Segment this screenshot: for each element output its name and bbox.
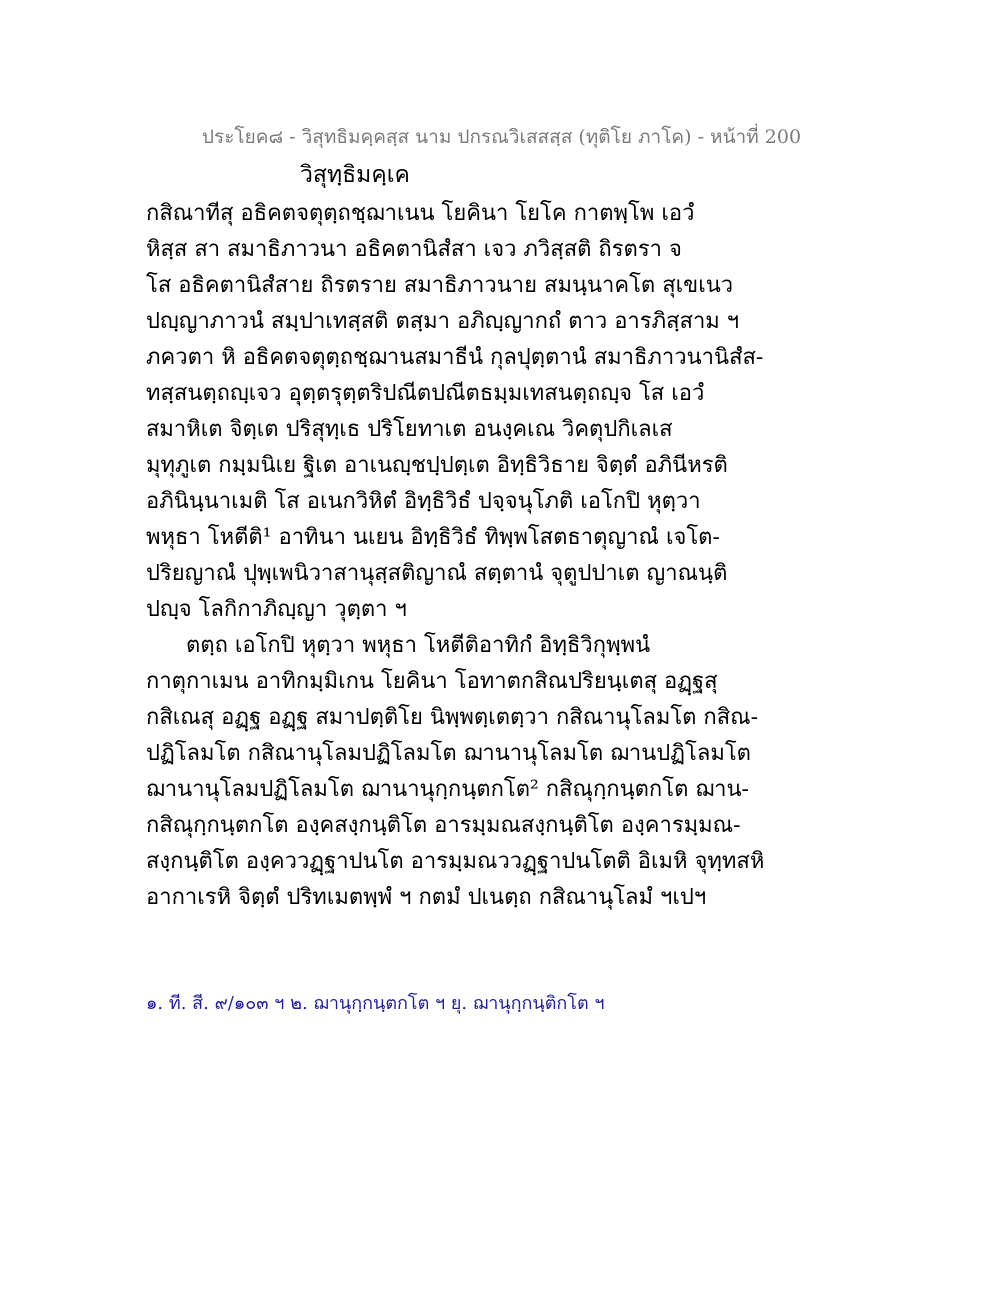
text-line: กสิเณสุ อฏฺฐ อฏฺฐ สมาปตฺติโย นิพฺพตฺเตตฺวา กสิณานุโลมโต กสิณ- [146, 705, 759, 730]
body-text [146, 196, 866, 916]
text-line: ปริยญาณํ ปุพฺเพนิวาสานุสฺสติญาณํ สตฺตานํ จุตูปปาเต ญาณนฺติ [146, 561, 728, 586]
text-line: สมาหิเต จิตฺเต ปริสุทฺเธ ปริโยทาเต อนงฺคเณ วิคตุปกิเลเส [146, 417, 673, 442]
page-header [0, 122, 1000, 152]
text-line: ฌานานุโลมปฏิโลมโต ฌานานุกฺกนฺตกโต² กสิณุกฺกนฺตกโต ฌาน- [146, 777, 749, 802]
text-line: ปญฺจ โลกิกาภิญฺญา วุตฺตา ฯ [146, 597, 407, 622]
text-line-indented: ตตฺถ เอโกปิ หุตฺวา พหุธา โหตีติอาทิกํ อิทฺธิวิกุพฺพนํ [186, 633, 651, 658]
text-line: ทสฺสนตฺถญฺเจว อุตฺตรุตฺตริปณีตปณีตธมฺมเทสนตฺถญฺจ โส เอวํ [146, 381, 705, 406]
text-line: สงฺกนฺติโต องฺคววฏฺฐาปนโต อารมฺมณววฏฺฐาปนโตติ อิเมหิ จุทฺทสหิ [146, 849, 765, 874]
footnote: ๑. ที. สี. ๙/๑๐๓ ฯ ๒. ฌานุกฺกนฺตกโต ฯ ยุ. ฌานุกฺกนฺติกโต ฯ [146, 993, 605, 1014]
text-line: หิสฺส สา สมาธิภาวนา อธิคตานิสํสา เจว ภวิสฺสติ ถิรตรา จ [146, 237, 682, 262]
text-line: มุทุภูเต กมฺมนิเย ฐิเต อาเนญฺชปฺปตฺเต อิทฺธิวิธาย จิตฺตํ อภินีหรติ [146, 453, 728, 478]
text-line: ปฏิโลมโต กสิณานุโลมปฏิโลมโต ฌานานุโลมโต ฌานปฏิโลมโต [146, 741, 751, 766]
text-line: กาตุกาเมน อาทิกมฺมิเกน โยคินา โอทาตกสิณปริยนฺเตสุ อฏฺฐสุ [146, 669, 718, 694]
text-line: อภินินฺนาเมติ โส อเนกวิหิตํ อิทฺธิวิธํ ปจฺจนุโภติ เอโกปิ หุตฺวา [146, 489, 701, 514]
text-line: กสิณาทีสุ อธิคตจตุตฺถชฺฌาเนน โยคินา โยโค กาตพฺโพ เอวํ [146, 201, 695, 226]
section-title: วิสุทฺธิมคฺเค [300, 162, 410, 188]
text-line: อากาเรหิ จิตฺตํ ปริทเมตพฺพํ ฯ กตมํ ปเนตฺถ กสิณานุโลมํ ฯเปฯ [146, 885, 707, 910]
text-line: กสิณุกฺกนฺตกโต องฺคสงฺกนฺติโต อารมฺมณสงฺกนฺติโต องฺคารมฺมณ- [146, 813, 741, 838]
text-line: โส อธิคตานิสํสาย ถิรตราย สมาธิภาวนาย สมนฺนาคโต สุเขเนว [146, 273, 734, 298]
text-line: ปญฺญาภาวนํ สมฺปาเทสฺสติ ตสฺมา อภิญฺญากถํ ตาว อารภิสฺสาม ฯ [146, 309, 740, 334]
page-header-text: ประโยค๘ - วิสุทธิมคฺคสฺส นาม ปกรณวิเสสสฺส (ทุติโย ภาโค) - หน้าที่ 200 [201, 126, 802, 148]
text-line: พหุธา โหตีติ¹ อาทินา นเยน อิทฺธิวิธํ ทิพฺพโสตธาตุญาณํ เจโต- [146, 525, 720, 550]
text-line: ภควตา หิ อธิคตจตุตฺถชฺฌานสมาธีนํ กุลปุตฺตานํ สมาธิภาวนานิสํส- [146, 345, 764, 370]
